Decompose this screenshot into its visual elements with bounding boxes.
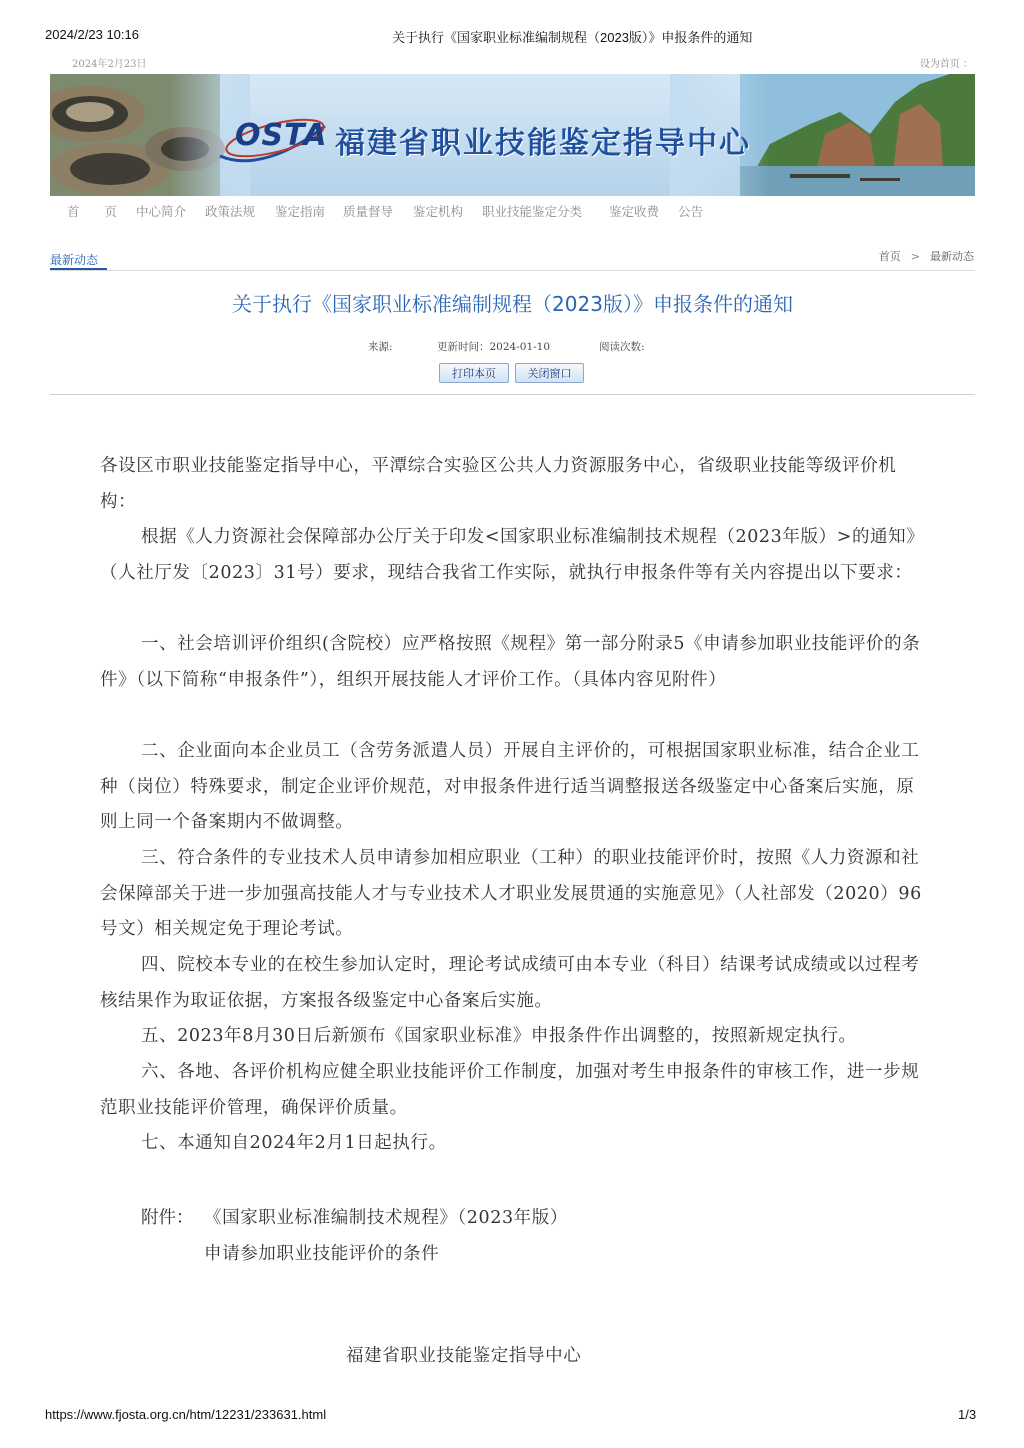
- nav-classification[interactable]: 职业技能鉴定分类: [482, 204, 583, 219]
- article-reads: 阅读次数:: [599, 341, 645, 353]
- close-window-button[interactable]: 关闭窗口: [515, 363, 584, 383]
- print-url: https://www.fjosta.org.cn/htm/12231/233631.html: [45, 1407, 327, 1422]
- article-source: 来源:: [368, 341, 393, 353]
- paragraph-5: 五、2023年8月30日后新颁布《国家职业标准》申报条件作出调整的，按照新规定执行。: [141, 1026, 857, 1046]
- print-button[interactable]: 打印本页: [439, 363, 509, 383]
- attachment-label: 附件：: [141, 1208, 194, 1228]
- current-date: 2024年2月23日: [72, 59, 147, 70]
- paragraph-intro: 根据《人力资源社会保障部办公厅关于印发<国家职业标准编制技术规程（2023年版）>的通知》（人社厅发〔2023〕31号）要求，现结合我省工作实际，就执行申报条件等有关内容提出以下要求：: [100, 527, 925, 583]
- osta-logo: OSTA: [235, 118, 328, 153]
- site-title: 福建省职业技能鉴定指导中心: [335, 126, 751, 161]
- article-title: 关于执行《国家职业标准编制规程（2023版）》申报条件的通知: [232, 292, 793, 316]
- paragraph-4: 四、院校本专业的在校生参加认定时，理论考试成绩可由本专业（科目）结课考试成绩或以过程考核结果作为取证依据，方案报各级鉴定中心备案后实施。: [100, 955, 920, 1011]
- breadcrumb: [879, 248, 974, 264]
- nav-about[interactable]: 中心简介: [136, 204, 187, 219]
- print-datetime: 2024/2/23 10:16: [45, 27, 139, 42]
- section-title[interactable]: 最新动态: [50, 253, 99, 267]
- breadcrumb-current[interactable]: 最新动态: [930, 250, 974, 263]
- salutation: 各设区市职业技能鉴定指导中心，平潭综合实验区公共人力资源服务中心，省级职业技能等级评价机构：: [100, 456, 897, 512]
- article-divider: [50, 394, 975, 395]
- paragraph-1: 一、社会培训评价组织(含院校）应严格按照《规程》第一部分附录5《申请参加职业技能评价的条件》（以下简称“申报条件”），组织开展技能人才评价工作。（具体内容见附件）: [100, 634, 921, 690]
- nav-fees[interactable]: 鉴定收费: [609, 204, 660, 219]
- nav-institutions[interactable]: 鉴定机构: [413, 204, 464, 219]
- site-banner: [50, 74, 975, 196]
- paragraph-7: 七、本通知自2024年2月1日起执行。: [141, 1133, 447, 1153]
- top-bar: [50, 55, 975, 73]
- nav-policy[interactable]: 政策法规: [205, 204, 256, 219]
- breadcrumb-separator: >: [910, 250, 920, 263]
- attachment-link-2[interactable]: 申请参加职业技能评价的条件: [204, 1244, 440, 1264]
- nav-quality[interactable]: 质量督导: [343, 204, 394, 219]
- print-title: 关于执行《国家职业标准编制规程（2023版）》申报条件的通知: [392, 30, 753, 45]
- nav-guide[interactable]: 鉴定指南: [275, 204, 326, 219]
- article-updated: 更新时间：2024-01-10: [437, 341, 551, 353]
- nav-announcements[interactable]: 公告: [678, 204, 704, 219]
- signature: 福建省职业技能鉴定指导中心: [346, 1346, 582, 1366]
- attachment-link-1[interactable]: 《国家职业标准编制技术规程》（2023年版）: [204, 1208, 568, 1228]
- section-divider: [50, 270, 975, 271]
- paragraph-2: 二、企业面向本企业员工（含劳务派遣人员）开展自主评价的，可根据国家职业标准，结合企业工种（岗位）特殊要求，制定企业评价规范，对申报条件进行适当调整报送各级鉴定中心备案后实施，原则上同一个备案期内不做调整。: [100, 741, 920, 832]
- breadcrumb-home[interactable]: 首页: [878, 250, 901, 263]
- paragraph-6: 六、各地、各评价机构应健全职业技能评价工作制度，加强对考生申报条件的审核工作，进一步规范职业技能评价管理，确保评价质量。: [100, 1062, 920, 1118]
- main-nav: [50, 202, 975, 222]
- set-home-link[interactable]: 设为首页 ：: [919, 59, 973, 70]
- nav-home[interactable]: 首 页: [67, 204, 118, 219]
- paragraph-3: 三、符合条件的专业技术人员申请参加相应职业（工种）的职业技能评价时，按照《人力资源和社会保障部关于进一步加强高技能人才与专业技术人才职业发展贯通的实施意见》（人社部发（2020）96号文）相关规定免于理论考试。: [100, 848, 922, 939]
- print-page-number: 1/3: [958, 1407, 977, 1422]
